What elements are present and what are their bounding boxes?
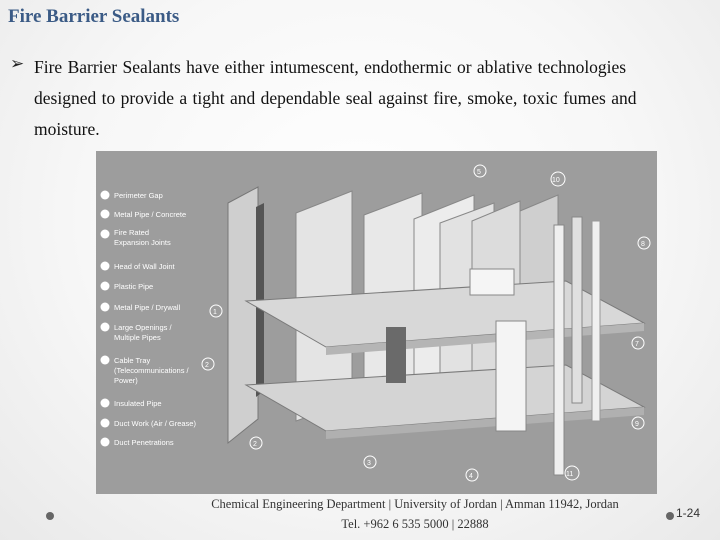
footer-dot-right: [666, 512, 674, 520]
callout-number: 5: [477, 169, 481, 176]
bullet-text: [34, 52, 714, 145]
legend-item: (Telecommunications /: [114, 366, 189, 375]
fire-barrier-diagram: [96, 151, 657, 494]
legend-item: Fire Rated: [114, 228, 150, 237]
footer-line-1: Chemical Engineering Department | University of Jordan | Amman 11942, Jordan: [211, 497, 619, 511]
legend-item: Duct Work (Air / Grease): [114, 419, 196, 428]
footer: [170, 494, 660, 534]
legend-item: Insulated Pipe: [114, 399, 162, 408]
legend-item: Duct Penetrations: [114, 438, 174, 447]
legend-item: Plastic Pipe: [114, 282, 154, 291]
callout-number: 2: [205, 362, 209, 369]
callout-number: 2: [253, 441, 257, 448]
callout-number: 7: [635, 341, 639, 348]
legend-item: Metal Pipe / Drywall: [114, 303, 181, 312]
legend-item: Expansion Joints: [114, 238, 171, 247]
legend-item: Head of Wall Joint: [114, 262, 175, 271]
slide-title: Fire Barrier Sealants: [8, 6, 180, 27]
footer-dot-left: [46, 512, 54, 520]
arrow-bullet-icon: ➢: [10, 54, 25, 74]
legend-item: Metal Pipe / Concrete: [114, 210, 187, 219]
bullet-line-3: moisture.: [34, 119, 100, 139]
callout-number: 9: [635, 421, 639, 428]
callout-number: 1: [213, 309, 217, 316]
bullet-line-2: designed to provide a tight and dependable seal against fire, smoke, toxic fumes and: [34, 88, 637, 108]
left-wall: [228, 187, 258, 443]
page-number: 1-24: [676, 506, 701, 520]
bullet-line-1: Fire Barrier Sealants have either intumescent, endothermic or ablative technologies: [34, 57, 627, 77]
legend-item: Cable Tray: [114, 356, 151, 365]
legend-item: Large Openings /: [114, 323, 172, 332]
callout-number: 3: [367, 460, 371, 467]
callout-number: 11: [566, 471, 574, 478]
footer-line-2: Tel. +962 6 535 5000 | 22888: [341, 517, 489, 531]
callout-number: 10: [552, 177, 560, 184]
legend-item: Perimeter Gap: [114, 191, 163, 200]
callout-number: 8: [641, 241, 645, 248]
legend-item: Power): [114, 376, 138, 385]
callout-number: 4: [469, 473, 473, 480]
legend-item: Multiple Pipes: [114, 333, 161, 342]
